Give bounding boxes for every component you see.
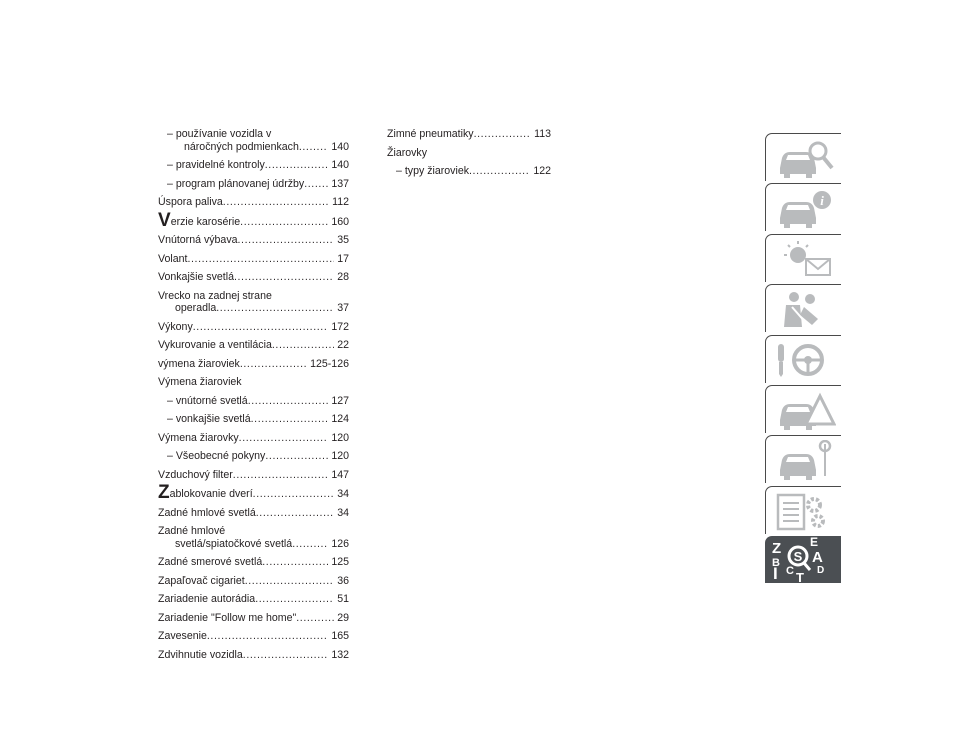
dot-leader: [299, 141, 328, 154]
chapter-tab[interactable]: [765, 385, 841, 433]
page-number[interactable]: 35: [337, 234, 349, 246]
index-entry[interactable]: [158, 612, 349, 625]
index-entry[interactable]: [158, 630, 349, 643]
dot-leader: [474, 128, 532, 141]
index-entry[interactable]: [158, 413, 349, 426]
index-entry-row: [167, 395, 349, 408]
index-entry-text: Vzduchový filter: [158, 468, 233, 481]
index-entry-text: – typy žiaroviek: [396, 165, 470, 177]
index-letter: C: [786, 565, 794, 578]
index-entry[interactable]: [387, 147, 551, 160]
dot-leader: [240, 358, 307, 371]
index-entry-line: – používanie vozidla v: [167, 128, 272, 140]
index-entry[interactable]: [158, 469, 349, 482]
chapter-tab[interactable]: [765, 335, 841, 383]
index-entry-text: svetlá/spiatočkové svetlá: [175, 537, 293, 550]
index-entry[interactable]: [387, 165, 551, 178]
index-entry-text: Volant: [158, 252, 188, 265]
dot-leader: [262, 556, 328, 569]
index-entry-row: [158, 507, 349, 520]
dot-leader: [251, 413, 329, 426]
index-entry[interactable]: [158, 209, 349, 231]
index-entry-row: [158, 538, 349, 551]
svg-text:S: S: [793, 549, 803, 565]
page-number[interactable]: 51: [337, 593, 349, 605]
index-letter: I: [773, 564, 778, 584]
index-entry[interactable]: [158, 321, 349, 334]
index-entry-row: [158, 271, 349, 284]
index-entry-text: Zariadenie autorádia: [158, 593, 256, 605]
page-number[interactable]: 113: [534, 128, 551, 140]
index-entry[interactable]: [158, 178, 349, 191]
index-entry-row: [158, 649, 349, 662]
dot-leader: [304, 178, 328, 191]
index-entry-text: Vnútorná výbava: [158, 234, 238, 246]
page-number[interactable]: 124: [331, 413, 349, 425]
section-letter: Z: [158, 482, 170, 503]
page-number[interactable]: 125: [331, 556, 349, 568]
page-number[interactable]: 120: [331, 431, 349, 444]
dot-leader: [239, 432, 329, 445]
index-entry-text: Vykurovanie a ventilácia: [158, 339, 272, 351]
index-column-right: [387, 128, 551, 184]
index-entry-text: výmena žiaroviek: [158, 357, 240, 370]
index-entry-row: [158, 432, 349, 445]
index-entry-text: Výkony: [158, 320, 193, 333]
index-entry[interactable]: [158, 649, 349, 662]
dot-leader: [245, 575, 334, 588]
page-number[interactable]: 172: [331, 320, 349, 333]
index-entry[interactable]: [158, 159, 349, 172]
index-entry-row: [158, 612, 349, 625]
index-entry-row: [158, 575, 349, 588]
index-entry[interactable]: [158, 432, 349, 445]
dot-leader: [265, 159, 329, 172]
page-number[interactable]: 34: [337, 506, 349, 519]
index-entry-text: Zavesenie: [158, 630, 207, 642]
index-entry-text: náročných podmienkach: [184, 140, 299, 153]
page-number[interactable]: 37: [337, 302, 349, 314]
index-entry-text: Zadné hmlové svetlá: [158, 506, 256, 519]
index-entry[interactable]: [158, 525, 349, 550]
index-entry-text: – vnútorné svetlá: [167, 394, 248, 407]
index-entry-row: [158, 630, 349, 643]
index-entry-row: [158, 196, 349, 209]
index-entry[interactable]: [158, 450, 349, 463]
dot-leader: [234, 271, 334, 284]
page-number[interactable]: 140: [331, 159, 349, 171]
index-entry-row: [158, 234, 349, 247]
page-number[interactable]: 112: [332, 196, 349, 208]
page-number[interactable]: 126: [331, 537, 349, 550]
index-entry-row: [158, 253, 349, 266]
index-entry-text: – vonkajšie svetlá: [167, 413, 251, 425]
page-number[interactable]: 147: [331, 468, 349, 481]
page-number[interactable]: 36: [337, 574, 349, 587]
svg-text:i: i: [820, 193, 824, 209]
index-letter: A: [812, 549, 823, 567]
index-entry-row: [158, 321, 349, 334]
page-number[interactable]: 22: [337, 339, 349, 351]
index-entry-row: [167, 450, 349, 463]
index-entry[interactable]: [158, 128, 349, 153]
dot-leader: [265, 450, 328, 463]
index-entry-text: Zablokovanie dverí: [158, 482, 253, 503]
chapter-tabs: [765, 133, 841, 586]
index-entry[interactable]: [158, 358, 349, 371]
index-letter: T: [796, 570, 804, 586]
index-entry[interactable]: [158, 376, 349, 389]
page-number[interactable]: 122: [533, 165, 551, 177]
page-number[interactable]: 29: [337, 611, 349, 624]
index-entry-text: Zariadenie "Follow me home": [158, 611, 297, 624]
index-entry-row: [158, 556, 349, 569]
index-entry-text: Výmena žiaroviek: [158, 376, 242, 388]
chapter-tab[interactable]: [765, 435, 841, 483]
dot-leader: [223, 196, 329, 209]
index-entry[interactable]: [158, 290, 349, 315]
dot-leader: [469, 165, 530, 178]
index-entry-text: Zapaľovač cigariet: [158, 574, 245, 587]
index-entry-row: [387, 147, 551, 160]
page-number[interactable]: 140: [331, 140, 349, 153]
index-entry-row: [167, 413, 349, 426]
chapter-tab[interactable]: [765, 183, 841, 231]
index-entry-text: Výmena žiarovky: [158, 431, 239, 444]
index-entry-row: [158, 209, 349, 231]
dot-leader: [253, 488, 335, 501]
index-entry-text: Vonkajšie svetlá: [158, 271, 234, 283]
index-entry[interactable]: [158, 395, 349, 408]
chapter-tab[interactable]: [765, 234, 841, 282]
index-entry-text: Verzie karosérie: [158, 209, 241, 231]
dot-leader: [240, 216, 328, 229]
page-number[interactable]: 120: [331, 450, 349, 462]
index-entry-row: [167, 141, 349, 154]
index-entry-row: [167, 178, 349, 191]
dot-leader: [238, 234, 335, 247]
page-number[interactable]: 127: [331, 394, 349, 407]
index-entry[interactable]: [158, 196, 349, 209]
page-number[interactable]: 17: [337, 252, 349, 265]
chapter-tab[interactable]: [765, 486, 841, 534]
page-number[interactable]: 165: [331, 630, 349, 642]
chapter-tab[interactable]: [765, 284, 841, 332]
page-number[interactable]: 34: [337, 488, 349, 500]
index-entry-row: [158, 376, 349, 389]
dot-leader: [187, 253, 334, 266]
index-entry-row: [396, 165, 551, 178]
index-entry-row: [158, 302, 349, 315]
dot-leader: [193, 321, 329, 334]
index-letter: D: [817, 565, 825, 577]
index-entry-row: [158, 593, 349, 606]
index-entry[interactable]: [158, 593, 349, 606]
page-number[interactable]: 125-126: [310, 357, 349, 370]
chapter-tab[interactable]: [765, 535, 841, 586]
dot-leader: [248, 395, 329, 408]
index-entry-text: Zdvihnutie vozidla: [158, 648, 243, 661]
dot-leader: [272, 339, 334, 352]
index-entry-row: [158, 482, 349, 503]
index-entry-row: [158, 469, 349, 482]
index-entry-text: Zadné smerové svetlá: [158, 556, 263, 568]
index-entry-line: Vrecko na zadnej strane: [158, 289, 272, 302]
index-entry-row: [167, 159, 349, 172]
dot-leader: [243, 649, 329, 662]
index-entry-line: Zadné hmlové: [158, 525, 226, 537]
index-column-left: [158, 128, 349, 667]
index-entry-text: – pravidelné kontroly: [167, 159, 265, 171]
dot-leader: [233, 469, 329, 482]
index-entry-text: – Všeobecné pokyny: [167, 450, 266, 462]
dot-leader: [256, 507, 334, 520]
index-entry[interactable]: [158, 575, 349, 588]
index-entry-text: Žiarovky: [387, 146, 428, 159]
index-entry-row: [158, 358, 349, 371]
dot-leader: [292, 538, 328, 551]
dot-leader: [216, 302, 334, 315]
page-number[interactable]: 132: [331, 648, 349, 661]
index-entry[interactable]: [158, 234, 349, 247]
index-letter: E: [810, 535, 819, 550]
section-letter: V: [158, 209, 171, 231]
index-entry-row: [158, 339, 349, 352]
index-entry[interactable]: [158, 482, 349, 503]
index-entry[interactable]: [158, 507, 349, 520]
chapter-tab[interactable]: [765, 133, 841, 181]
page-number[interactable]: 137: [331, 177, 349, 190]
index-letter: B: [772, 557, 780, 570]
index-entry[interactable]: [387, 128, 551, 141]
index-entry[interactable]: [158, 556, 349, 569]
index-letter: Z: [772, 540, 782, 558]
index-entry-text: operadla: [175, 302, 217, 314]
index-entry[interactable]: [158, 253, 349, 266]
index-entry[interactable]: [158, 339, 349, 352]
dot-leader: [296, 612, 334, 625]
index-entry[interactable]: [158, 271, 349, 284]
dot-leader: [207, 630, 328, 643]
index-entry-row: [387, 128, 551, 141]
index-entry-text: Úspora paliva: [158, 196, 223, 208]
index-entry-text: Zimné pneumatiky: [387, 128, 474, 140]
page-number[interactable]: 160: [331, 215, 349, 228]
dot-leader: [255, 593, 334, 606]
index-entry-text: – program plánovanej údržby: [167, 177, 305, 190]
page-number[interactable]: 28: [337, 271, 349, 283]
